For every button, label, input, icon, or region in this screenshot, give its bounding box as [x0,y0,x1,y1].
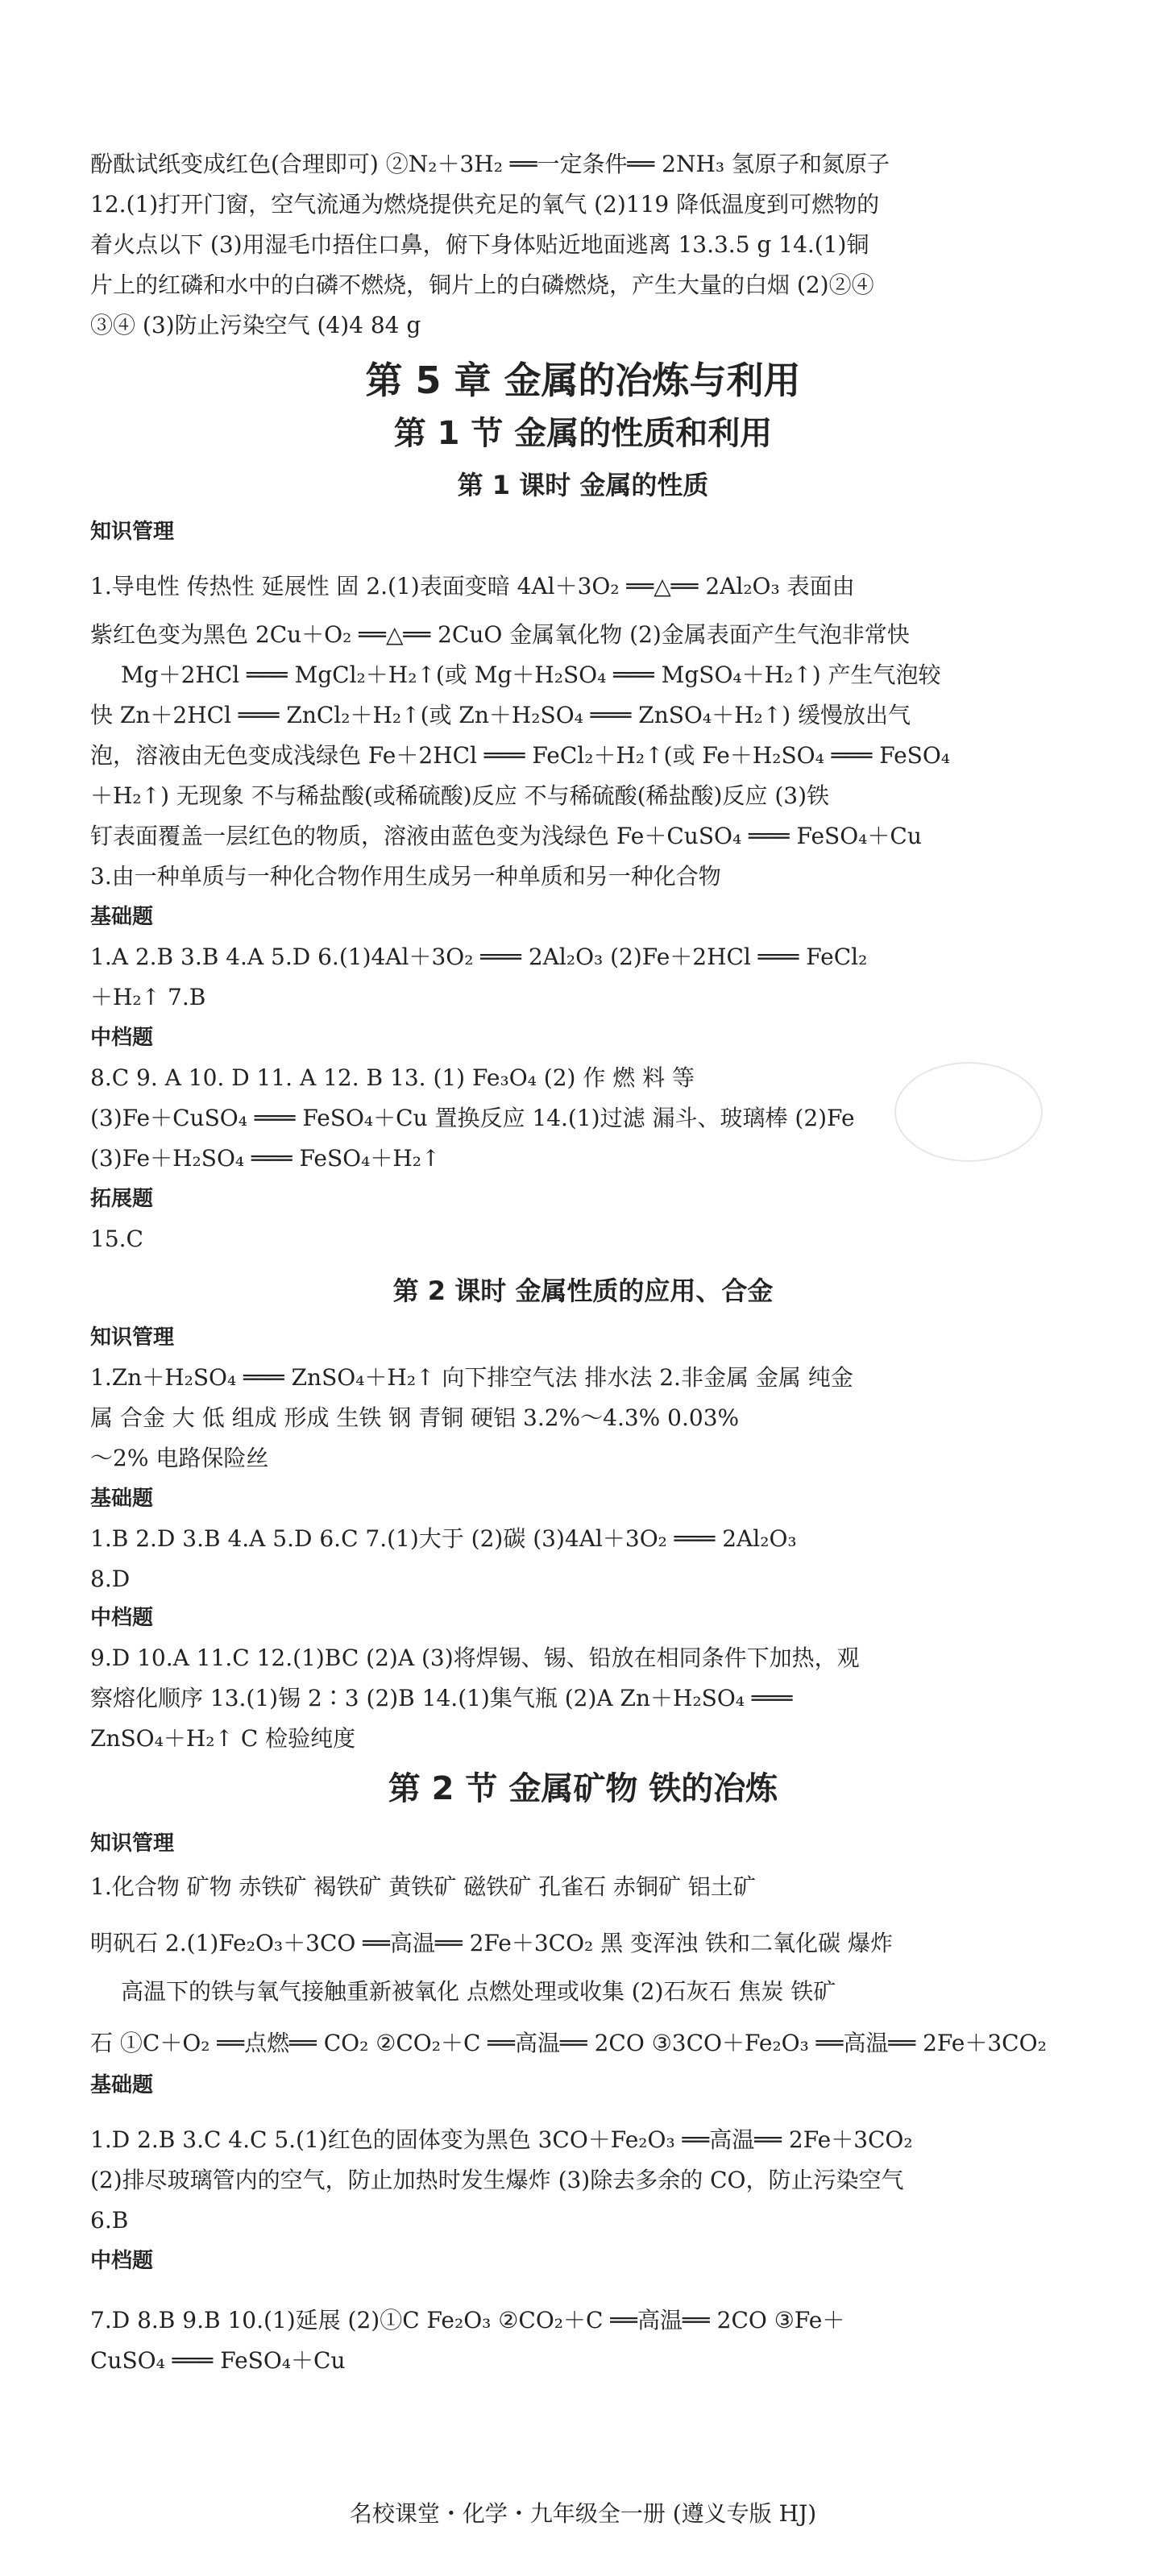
text-line: 泡，溶液由无色变成浅绿色 Fe＋2HCl ═══ FeCl₂＋H₂↑(或 Fe＋H₂SO₄ ═══ FeSO₄ [90,742,951,769]
text-line: 12.(1)打开门窗，空气流通为燃烧提供充足的氧气 (2)119 降低温度到可燃物的 [90,191,880,218]
block-label: 拓展题 [90,1187,154,1211]
block-label: 中档题 [90,2249,154,2273]
text-line: 片上的红磷和水中的白磷不燃烧，铜片上的白磷燃烧，产生大量的白烟 (2)②④ [90,272,874,298]
block-label: 基础题 [90,2073,154,2097]
text-line: (2)排尽玻璃管内的空气，防止加热时发生爆炸 (3)除去多余的 CO，防止污染空气 [90,2167,904,2193]
block-label: 基础题 [90,1487,154,1511]
text-line: 8.D [90,1566,131,1592]
text-line: 快 Zn＋2HCl ═══ ZnCl₂＋H₂↑(或 Zn＋H₂SO₄ ═══ ZnSO₄＋H₂↑) 缓慢放出气 [90,702,911,728]
text-line: ③④ (3)防止污染空气 (4)4 84 g [90,312,421,338]
block-label: 知识管理 [90,1325,175,1350]
text-line: 8.C 9. A 10. D 11. A 12. B 13. (1) Fe₃O₄ (2) 作 燃 料 等 [90,1064,695,1091]
block-label: 知识管理 [90,1831,175,1856]
text-line: 1.Zn＋H₂SO₄ ═══ ZnSO₄＋H₂↑ 向下排空气法 排水法 2.非金属 金属 纯金 [90,1364,853,1391]
text-line: 9.D 10.A 11.C 12.(1)BC (2)A (3)将焊锡、锡、铅放在相同条件下加热，观 [90,1645,860,1671]
text-line: 明矾石 2.(1)Fe₂O₃＋3CO ══高温══ 2Fe＋3CO₂ 黑 变浑浊 铁和二氧化碳 爆炸 [90,1930,893,1956]
text-line: 高温下的铁与氧气接触重新被氧化 点燃处理或收集 (2)石灰石 焦炭 铁矿 [121,1978,836,2005]
text-line: (3)Fe＋CuSO₄ ═══ FeSO₄＋Cu 置换反应 14.(1)过滤 漏斗、玻璃棒 (2)Fe [90,1105,855,1131]
text-line: 酚酞试纸变成红色(合理即可) ②N₂＋3H₂ ══一定条件══ 2NH₃ 氢原子和氮原子 [90,151,890,177]
block-label: 知识管理 [90,520,175,544]
text-line: (3)Fe＋H₂SO₄ ═══ FeSO₄＋H₂↑ [90,1145,441,1172]
page-footer: 名校课堂・化学・九年级全一册 (遵义专版 HJ) [349,2500,817,2527]
section-title: 第 1 节 金属的性质和利用 [393,415,773,452]
stamp-watermark [894,1062,1043,1162]
block-label: 中档题 [90,1026,154,1050]
text-line: ＋H₂↑) 无现象 不与稀盐酸(或稀硫酸)反应 不与稀硫酸(稀盐酸)反应 (3)铁 [90,782,829,809]
text-line: ZnSO₄＋H₂↑ C 检验纯度 [90,1725,356,1752]
text-line: 1.化合物 矿物 赤铁矿 褐铁矿 黄铁矿 磁铁矿 孔雀石 赤铜矿 铝土矿 [90,1873,756,1900]
text-line: 察熔化顺序 13.(1)锡 2∶3 (2)B 14.(1)集气瓶 (2)A Zn＋H₂SO₄ ═══ [90,1685,793,1711]
text-line: 1.D 2.B 3.C 4.C 5.(1)红色的固体变为黑色 3CO＋Fe₂O₃ ══高温══ 2Fe＋3CO₂ [90,2126,913,2153]
text-line: 7.D 8.B 9.B 10.(1)延展 (2)①C Fe₂O₃ ②CO₂＋C ══高温══ 2CO ③Fe＋ [90,2307,845,2333]
lesson-title: 第 1 课时 金属的性质 [457,470,709,500]
text-line: 1.A 2.B 3.B 4.A 5.D 6.(1)4Al＋3O₂ ═══ 2Al₂O₃ (2)Fe＋2HCl ═══ FeCl₂ [90,944,868,970]
text-line: 石 ①C＋O₂ ══点燃══ CO₂ ②CO₂＋C ══高温══ 2CO ③3CO＋Fe₂O₃ ══高温══ 2Fe＋3CO₂ [90,2030,1047,2056]
text-line: 属 合金 大 低 组成 形成 生铁 钢 青铜 硬铝 3.2%～4.3% 0.03% [90,1404,740,1431]
text-line: 着火点以下 (3)用湿毛巾捂住口鼻，俯下身体贴近地面逃离 13.3.5 g 14.(1)铜 [90,231,869,258]
text-line: Mg＋2HCl ═══ MgCl₂＋H₂↑(或 Mg＋H₂SO₄ ═══ MgSO₄＋H₂↑) 产生气泡较 [121,662,941,688]
text-line: 紫红色变为黑色 2Cu＋O₂ ══△══ 2CuO 金属氧化物 (2)金属表面产生气泡非常快 [90,621,910,648]
lesson-title: 第 2 课时 金属性质的应用、合金 [392,1276,774,1306]
text-line: 6.B [90,2207,129,2234]
text-line: 1.导电性 传热性 延展性 固 2.(1)表面变暗 4Al＋3O₂ ══△══ 2Al₂O₃ 表面由 [90,573,855,599]
section-title: 第 2 节 金属矿物 铁的冶炼 [388,1770,778,1807]
text-line: ～2% 电路保险丝 [90,1445,269,1471]
chapter-title: 第 5 章 金属的冶炼与利用 [365,359,801,402]
text-line: ＋H₂↑ 7.B [90,984,206,1010]
text-line: 15.C [90,1226,143,1252]
text-line: 1.B 2.D 3.B 4.A 5.D 6.C 7.(1)大于 (2)碳 (3)4Al＋3O₂ ═══ 2Al₂O₃ [90,1525,797,1552]
block-label: 中档题 [90,1606,154,1630]
text-line: 钉表面覆盖一层红色的物质，溶液由蓝色变为浅绿色 Fe＋CuSO₄ ═══ FeSO₄＋Cu [90,823,922,849]
text-line: 3.由一种单质与一种化合物作用生成另一种单质和另一种化合物 [90,863,721,890]
block-label: 基础题 [90,905,154,929]
text-line: CuSO₄ ═══ FeSO₄＋Cu [90,2347,346,2374]
